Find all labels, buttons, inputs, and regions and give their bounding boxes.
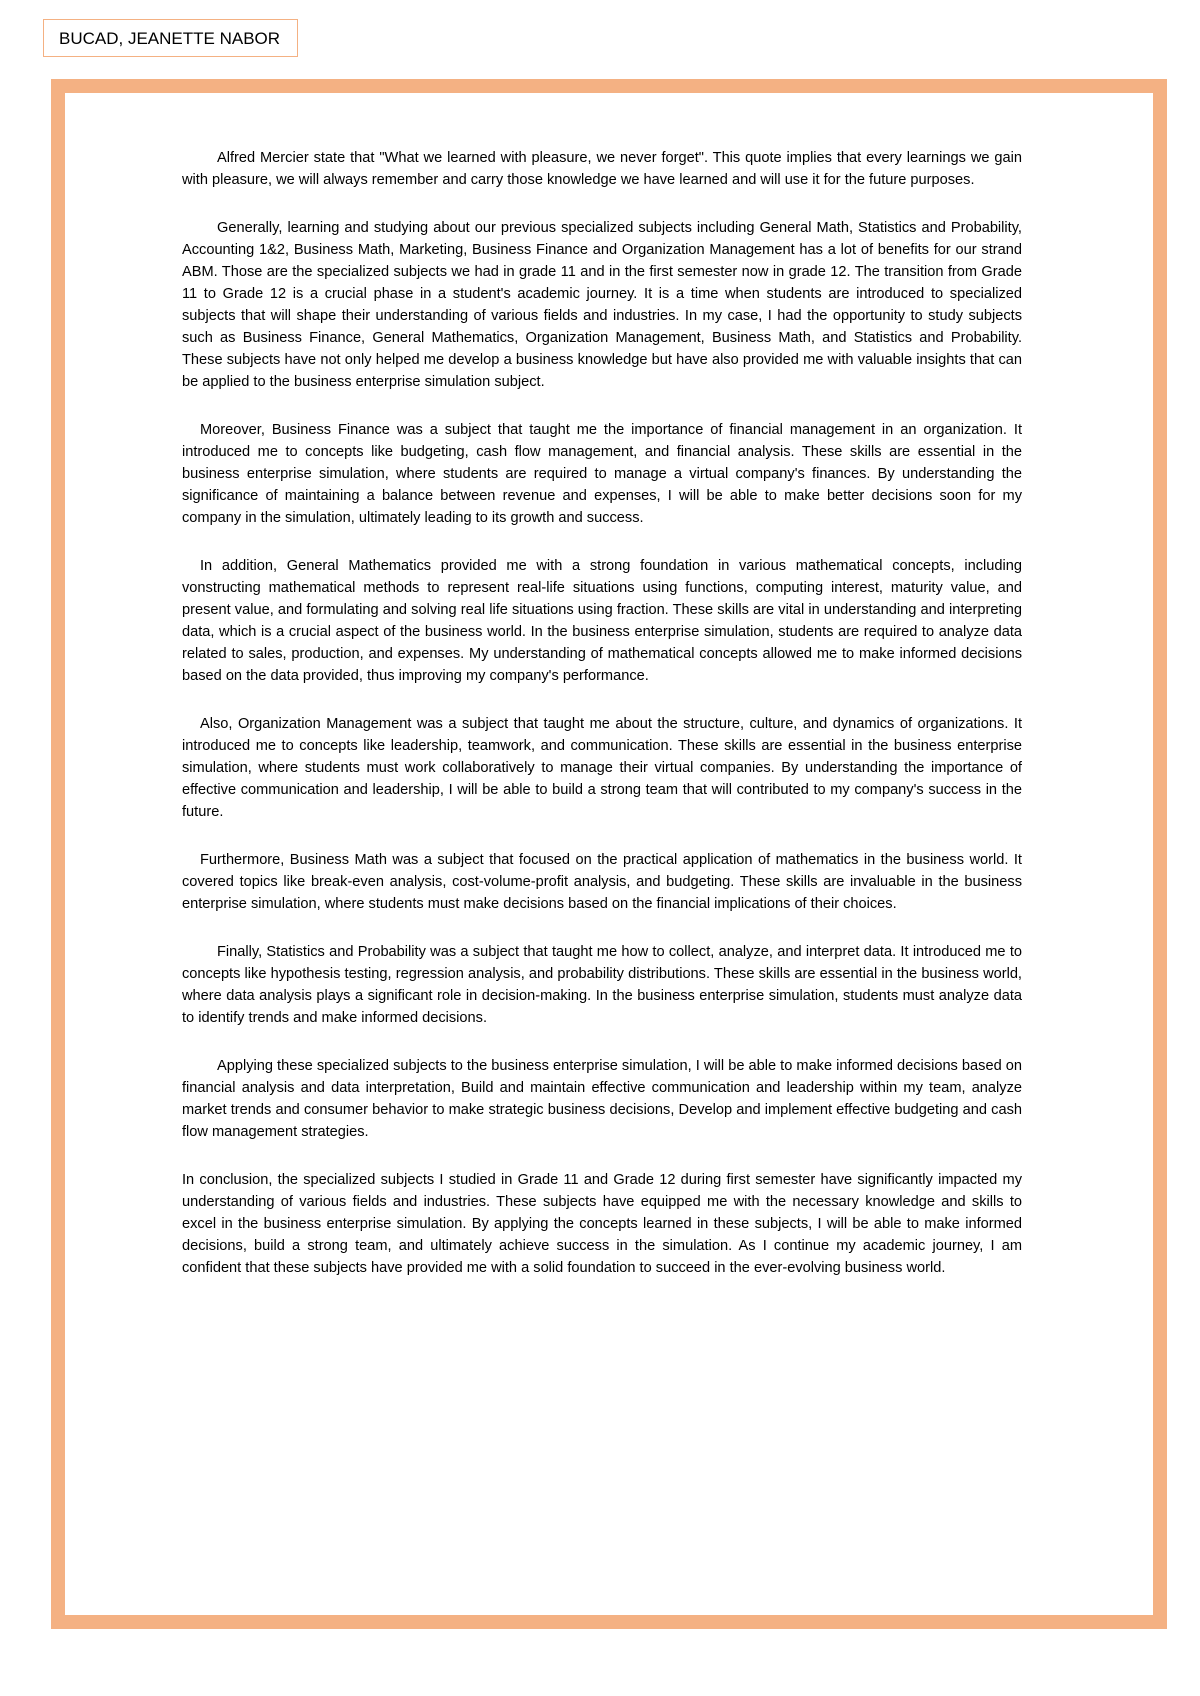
essay-paragraph-overview: Generally, learning and studying about our previous specialized subjects including General Math, Statistics and Probability, Accounting 1&2, Business Math, Marketing, Business Finance and Organization Management has a lot of benefits for our strand ABM. Those are the specialized subjects we had in grade 11 and in the first semester now in grade 12. The transition from Grade 11 to Grade 12 is a crucial phase in a student's academic journey. It is a time when students are introduced to specialized subjects that will shape their understanding of various fields and industries. In my case, I had the opportunity to study subjects such as Business Finance, General Mathematics, Organization Management, Business Math, and Statistics and Probability. These subjects have not only helped me develop a business knowledge but have also provided me with valuable insights that can be applied to the business enterprise simulation subject.: [182, 220, 1022, 390]
essay-paragraph-organization-management: Also, Organization Management was a subject that taught me about the structure, culture, and dynamics of organizations. It introduced me to concepts like leadership, teamwork, and communication. These skills are essential in the business enterprise simulation, where students must work collaboratively to manage their virtual companies. By understanding the importance of effective communication and leadership, I will be able to build a strong team that will contributed to my company's success in the future.: [182, 716, 1022, 820]
essay-paragraph-business-math: Furthermore, Business Math was a subject that focused on the practical application of mathematics in the business world. It covered topics like break-even analysis, cost-volume-profit analysis, and budgeting. These skills are invaluable in the business enterprise simulation, where students must make decisions based on the financial implications of their choices.: [182, 852, 1022, 912]
essay-paragraph-application: Applying these specialized subjects to the business enterprise simulation, I will be able to make informed decisions based on financial analysis and data interpretation, Build and maintain effective communication and leadership within my team, analyze market trends and consumer behavior to make strategic business decisions, Develop and implement effective budgeting and cash flow management strategies.: [182, 1058, 1022, 1140]
essay-paragraph-statistics: Finally, Statistics and Probability was a subject that taught me how to collect, analyze, and interpret data. It introduced me to concepts like hypothesis testing, regression analysis, and probability distributions. These skills are essential in the business world, where data analysis plays a significant role in decision-making. In the business enterprise simulation, students must analyze data to identify trends and make informed decisions.: [182, 944, 1022, 1026]
essay-body: [182, 147, 1022, 1305]
essay-paragraph-general-math: In addition, General Mathematics provided me with a strong foundation in various mathematical concepts, including vonstructing mathematical methods to represent real-life situations using functions, computing interest, maturity value, and present value, and formulating and solving real life situations using fraction. These skills are vital in understanding and interpreting data, which is a crucial aspect of the business world. In the business enterprise simulation, students are required to analyze data related to sales, production, and expenses. My understanding of mathematical concepts allowed me to make informed decisions based on the data provided, thus improving my company's performance.: [182, 558, 1022, 684]
author-name: BUCAD, JEANETTE NABOR: [59, 29, 281, 48]
essay-paragraph-intro: Alfred Mercier state that "What we learned with pleasure, we never forget". This quote implies that every learnings we gain with pleasure, we will always remember and carry those knowledge we have learned and will use it for the future purposes.: [182, 150, 1022, 188]
essay-paragraph-business-finance: Moreover, Business Finance was a subject that taught me the importance of financial management in an organization. It introduced me to concepts like budgeting, cash flow management, and financial analysis. These skills are essential in the business enterprise simulation, where students are required to manage a virtual company's finances. By understanding the significance of maintaining a balance between revenue and expenses, I will be able to make better decisions soon for my company in the simulation, ultimately leading to its growth and success.: [182, 422, 1022, 526]
essay-paragraph-conclusion: In conclusion, the specialized subjects I studied in Grade 11 and Grade 12 during first semester have significantly impacted my understanding of various fields and industries. These subjects have equipped me with the necessary knowledge and skills to excel in the business enterprise simulation. By applying the concepts learned in these subjects, I will be able to make informed decisions, build a strong team, and ultimately achieve success in the simulation. As I continue my academic journey, I am confident that these subjects have provided me with a solid foundation to succeed in the ever-evolving business world.: [182, 1172, 1022, 1276]
author-name-box: [43, 19, 298, 57]
